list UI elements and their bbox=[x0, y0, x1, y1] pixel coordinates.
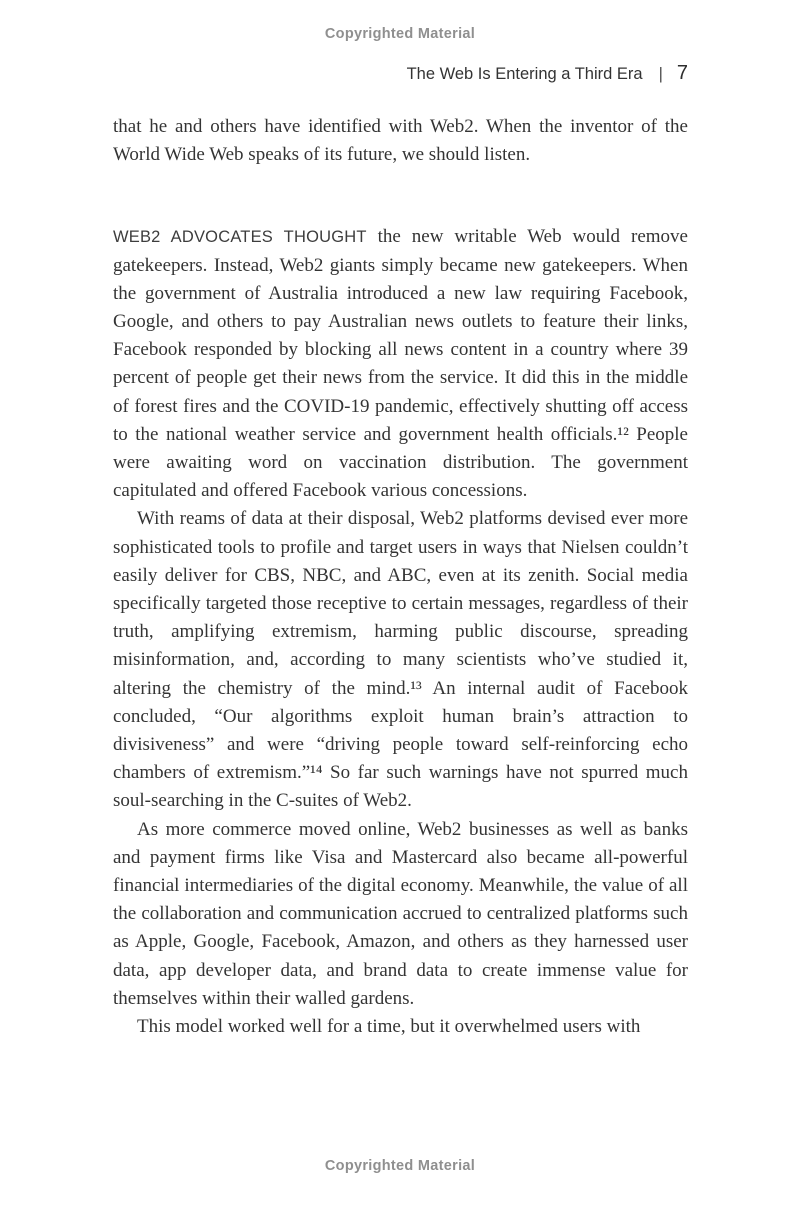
copyright-notice-bottom: Copyrighted Material bbox=[324, 1158, 476, 1174]
page-number: 7 bbox=[676, 62, 688, 84]
paragraph-continuation: that he and others have identified with Web2. When the inventor of the World Wide Web speaks of its future, we should listen. bbox=[113, 116, 688, 166]
paragraph-section-opening bbox=[113, 223, 688, 505]
copyright-notice-top: Copyrighted Material bbox=[324, 26, 476, 42]
section-opening-text: the new writable Web would remove gatekeepers. Instead, Web2 giants simply became new gatekeepers. When the government of Australia introduced a new law requiring Facebook, Google, and others to pay Australian news outlets to feature their links, Facebook responded by blocking all news content in a country where 39 percent of people get their news from the service. It did this in the middle of forest fires and the COVID-19 pandemic, effectively shutting off access to the national weather service and government health officials.¹² People were awaiting word on vaccination distribution. The government capitulated and offered Facebook various concessions. bbox=[113, 226, 688, 502]
running-head-separator: | bbox=[658, 65, 663, 83]
paragraph: With reams of data at their disposal, Web2 platforms devised ever more sophisticated tools to profile and target users in ways that Nielsen couldn’t easily deliver for CBS, NBC, and ABC, even at its zenith. Social media specifically targeted those receptive to certain messages, regardless of their truth, amplifying extremism, harming public discourse, spreading misinformation, and, according to many scientists who’ve studied it, altering the chemistry of the mind.¹³ An internal audit of Facebook concluded, “Our algorithms exploit human brain’s attraction to divisiveness” and were “driving people toward self-reinforcing echo chambers of extremism.”¹⁴ So far such warnings have not spurred much soul-searching in the C-suites of Web2. bbox=[113, 508, 688, 812]
running-head-title: The Web Is Entering a Third Era bbox=[406, 65, 643, 83]
running-head bbox=[113, 62, 688, 85]
section-opener-smallcaps: WEB2 ADVOCATES THOUGHT bbox=[113, 228, 367, 247]
paragraph: This model worked well for a time, but it overwhelmed users with bbox=[137, 1016, 641, 1038]
body-text bbox=[113, 113, 688, 1041]
paragraph: As more commerce moved online, Web2 businesses as well as banks and payment firms like Visa and Mastercard also became all-powerful financial intermediaries of the digital economy. Meanwhile, the value of all the collaboration and communication accrued to centralized platforms such as Apple, Google, Facebook, Amazon, and others as they harnessed user data, app developer data, and brand data to create immense value for themselves within their walled gardens. bbox=[113, 818, 688, 1009]
